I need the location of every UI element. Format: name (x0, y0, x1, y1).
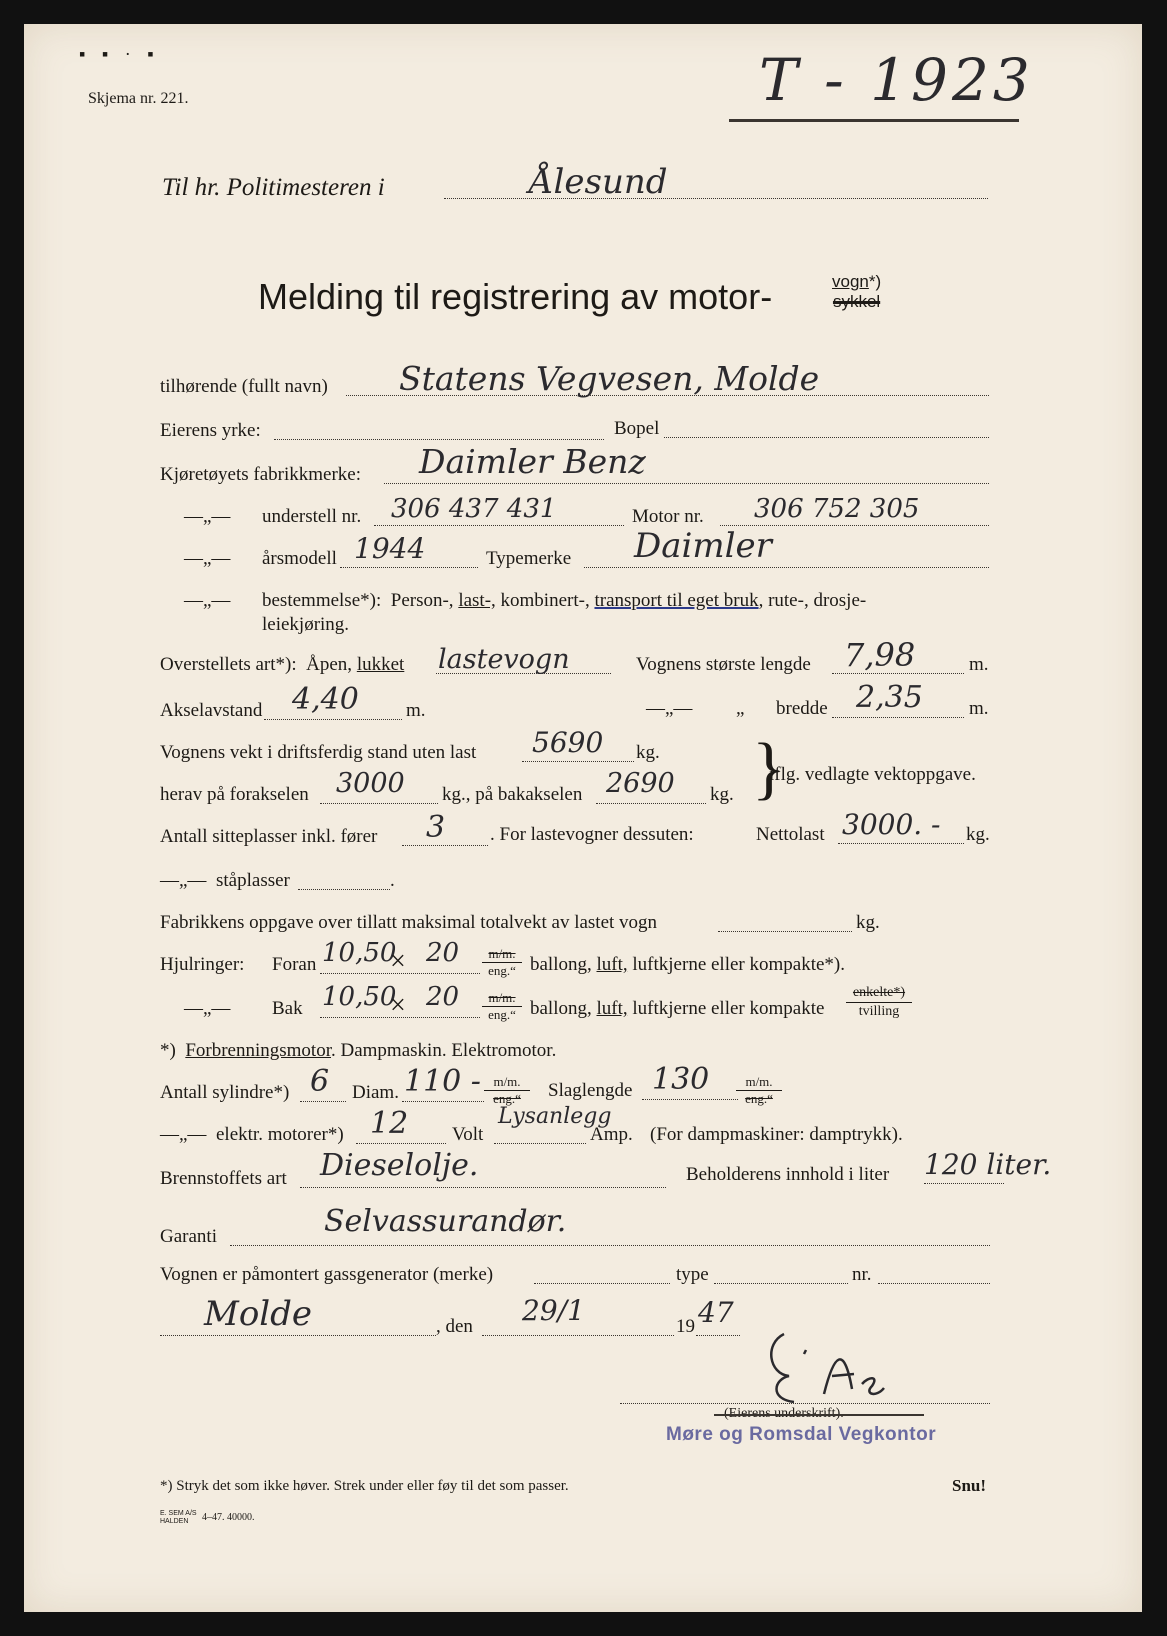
ditto-purpose: —„— (184, 590, 231, 611)
seats-value: 3 (426, 810, 446, 845)
volt-label: Volt (452, 1124, 484, 1145)
engine-type-combustion: Forbrenningsmotor (185, 1040, 331, 1061)
amp-label: Amp. (590, 1124, 633, 1145)
stroke-label: Slaglengde (548, 1080, 633, 1101)
tank-label: Beholderens innhold i liter (686, 1164, 890, 1185)
ditto-standing: —„— (160, 870, 207, 891)
stroke-value: 130 (652, 1062, 710, 1097)
form-title (258, 276, 772, 318)
length-label: Vognens største lengde (636, 654, 811, 675)
engine-type-mark: *) (160, 1040, 176, 1061)
title-opt-vogn: vogn (832, 272, 869, 291)
type-value: Daimler (634, 526, 772, 566)
tires-front-ballong: ballong, (530, 954, 592, 975)
date-year-prefix: 19 (676, 1316, 695, 1337)
stroke-unit-bottom: eng.“ (745, 1091, 773, 1106)
tires-label: Hjulringer: (160, 954, 245, 975)
place-value: Molde (204, 1294, 313, 1334)
weight-note: iflg. vedlagte vektoppgave. (769, 764, 976, 785)
title-options (832, 272, 881, 312)
date-den: , den (436, 1316, 473, 1337)
body-type-closed: lukket (356, 654, 405, 675)
fuel-value: Dieselolje. (320, 1148, 479, 1183)
weight-label: Vognens vekt i driftsferdig stand uten last (160, 742, 477, 763)
date-year-suffix: 47 (698, 1296, 734, 1329)
rear-axle-unit: kg. (710, 784, 734, 805)
max-weight-unit: kg. (856, 912, 880, 933)
stroke-line (642, 1099, 738, 1100)
tires-rear-unit-bottom: eng.“ (488, 1007, 516, 1022)
form-number: Skjema nr. 221. (88, 90, 189, 107)
cylinders-line (300, 1101, 346, 1102)
turn-over: Snu! (952, 1476, 987, 1495)
warranty-line (230, 1245, 990, 1246)
width-quote: „ (736, 698, 745, 719)
office-stamp: Møre og Romsdal Vegkontor (666, 1424, 937, 1445)
length-unit: m. (969, 654, 989, 675)
gas-line (534, 1283, 670, 1284)
purpose-rute: , rute-, drosje- (758, 590, 867, 611)
purpose-last: last-, (458, 590, 496, 611)
occupation-label: Eierens yrke: (160, 420, 261, 441)
diam-label: Diam. (352, 1082, 399, 1103)
weight-line (522, 761, 634, 762)
cylinders-value: 6 (310, 1064, 330, 1099)
chassis-line (374, 525, 624, 526)
steam-label: (For dampmaskiner: damptrykk). (650, 1124, 903, 1145)
gas-type-label: type (676, 1264, 709, 1285)
gas-nr-line (878, 1283, 990, 1284)
electric-label: elektr. motorer*) (216, 1124, 344, 1145)
brace: } (752, 730, 786, 807)
tires-front-unit-bottom: eng.“ (488, 963, 516, 978)
max-weight-line (718, 931, 852, 932)
tank-value: 120 liter. (924, 1148, 1052, 1181)
electric-line (356, 1143, 446, 1144)
wheelbase-label: Akselavstand (160, 700, 263, 721)
tires-front-unit-top: m/m. (482, 946, 522, 963)
tires-front-x: × (390, 946, 406, 977)
date-line (482, 1335, 674, 1336)
addressee-value: Ålesund (529, 162, 668, 202)
net-load-line (838, 843, 964, 844)
seats-line (402, 845, 488, 846)
addressee-label: Til hr. Politimesteren i (162, 174, 385, 201)
owner-label: tilhørende (fullt navn) (160, 376, 328, 397)
tires-rear-unit-top: m/m. (482, 990, 522, 1007)
tires-front-width: 10,50 (322, 938, 397, 968)
ditto-chassis: —„— (184, 506, 231, 527)
registration-underline (729, 119, 1019, 122)
warranty-value: Selvassurandør. (324, 1204, 567, 1239)
purpose-transport: transport til eget bruk (594, 590, 759, 611)
model-line (340, 567, 478, 568)
body-type-open: Åpen, (306, 654, 353, 675)
net-load-unit: kg. (966, 824, 990, 845)
tires-rear-twin: tvilling (858, 1004, 900, 1019)
engine-type-others: . Dampmaskin. Elektromotor. (331, 1040, 557, 1061)
diam-unit-bottom: eng.“ (493, 1091, 521, 1106)
stroke-unit-top: m/m. (736, 1074, 782, 1091)
weight-unit: kg. (636, 742, 660, 763)
tires-front-side: Foran (272, 954, 317, 975)
chassis-value: 306 437 431 (391, 494, 557, 524)
gas-label: Vognen er påmontert gassgenerator (merke) (160, 1264, 494, 1285)
tires-rear-unit (482, 990, 522, 1023)
ditto-electric: —„— (160, 1124, 207, 1145)
model-value: 1944 (354, 532, 426, 565)
body-type-row (160, 654, 404, 676)
tires-front-unit (482, 946, 522, 979)
tires-rear-ballong: ballong, (530, 998, 592, 1019)
caption-strike (714, 1414, 924, 1416)
width-label: bredde (776, 698, 828, 719)
diam-unit (484, 1074, 530, 1107)
year-line (696, 1335, 740, 1336)
weight-value: 5690 (532, 726, 604, 759)
owner-signature (744, 1314, 894, 1414)
signature-line (620, 1403, 990, 1404)
tires-front-height: 20 (426, 938, 460, 968)
diam-unit-top: m/m. (484, 1074, 530, 1091)
tires-rear-width: 10,50 (322, 982, 397, 1012)
tires-front-luft: luft, (596, 954, 628, 975)
stroke-unit (736, 1074, 782, 1107)
fuel-line (300, 1187, 666, 1188)
occupation-line (274, 439, 604, 440)
tires-rear-single: enkelte*) (846, 984, 912, 1003)
make-value: Daimler Benz (419, 442, 646, 481)
place-line (160, 1335, 436, 1336)
wheelbase-line (264, 719, 402, 720)
purpose-line2: leiekjøring. (262, 614, 350, 635)
seats-label: Antall sitteplasser inkl. fører (160, 826, 378, 847)
purpose-person: Person-, (390, 590, 454, 611)
purpose-label: bestemmelse*): (262, 590, 382, 611)
engine-type-row (160, 1040, 556, 1062)
tires-rear-side: Bak (272, 998, 303, 1019)
purpose-row (262, 590, 866, 612)
diam-line (402, 1101, 484, 1102)
make-line (384, 483, 989, 484)
max-weight-label: Fabrikkens oppgave over tillatt maksimal totalvekt av lastet vogn (160, 912, 658, 933)
ditto-width: —„— (646, 698, 693, 719)
motor-number-label: Motor nr. (632, 506, 704, 527)
electric-value: 12 (370, 1106, 409, 1141)
gas-nr-label: nr. (852, 1264, 872, 1285)
residence-label: Bopel (614, 418, 660, 439)
punch-marks: ▪ ▪ · ▪ (79, 44, 160, 64)
net-load-value: 3000. - (842, 808, 941, 841)
standing-label: ståplasser (216, 870, 290, 891)
body-type-value: lastevogn (438, 644, 570, 675)
cargo-label: . For lastevogner dessuten: (490, 824, 694, 845)
title-opt-mark: *) (868, 272, 882, 291)
standing-end: . (390, 870, 395, 891)
front-axle-value: 3000 (336, 768, 405, 799)
front-axle-line (320, 803, 438, 804)
net-load-label: Nettolast (756, 824, 825, 845)
ditto-model: —„— (184, 548, 231, 569)
tires-rear-mount (846, 984, 912, 1021)
tires-rear-x: × (390, 990, 406, 1021)
wheelbase-unit: m. (406, 700, 426, 721)
volt-line (494, 1143, 586, 1144)
tires-front-options (530, 954, 845, 976)
width-value: 2,35 (856, 680, 923, 715)
standing-line (298, 889, 390, 890)
tires-rear-height: 20 (426, 982, 460, 1012)
type-line (584, 567, 989, 568)
residence-line (664, 437, 989, 438)
motor-number-value: 306 752 305 (754, 494, 920, 524)
tires-front-rest: luftkjerne eller kompakte*). (632, 954, 845, 975)
cylinders-label: Antall sylindre*) (160, 1082, 290, 1103)
model-label: årsmodell (262, 548, 337, 569)
title-opt-sykkel: sykkel (832, 292, 881, 311)
tires-rear-options (530, 998, 824, 1020)
purpose-kombinert: kombinert-, (500, 590, 590, 611)
body-type-label: Overstellets art*): (160, 654, 297, 675)
length-value: 7,98 (844, 636, 916, 674)
width-unit: m. (969, 698, 989, 719)
front-axle-label: herav på forakselen (160, 784, 309, 805)
owner-value: Statens Vegvesen, Molde (399, 359, 820, 398)
fuel-label: Brennstoffets art (160, 1168, 287, 1189)
title-main: Melding til registrering av motor- (258, 276, 773, 317)
rear-axle-line (596, 803, 706, 804)
date-day: 29/1 (522, 1294, 585, 1327)
type-label: Typemerke (486, 548, 572, 569)
chassis-label: understell nr. (262, 506, 362, 527)
gas-type-line (714, 1283, 848, 1284)
front-axle-unit: kg., på bakakselen (442, 784, 583, 805)
ditto-tires-rear: —„— (184, 998, 231, 1019)
print-info: 4–47. 40000. (202, 1512, 255, 1523)
tank-line (924, 1183, 1004, 1184)
tires-rear-luft: luft, (596, 998, 628, 1019)
diam-value: 110 - (404, 1064, 481, 1099)
wheelbase-value: 4,40 (292, 682, 359, 717)
registration-number: T - 1923 (759, 46, 1034, 114)
rear-axle-value: 2690 (606, 768, 675, 799)
make-label: Kjøretøyets fabrikkmerke: (160, 464, 362, 485)
width-line (832, 717, 964, 718)
warranty-label: Garanti (160, 1226, 217, 1247)
form-page (24, 24, 1142, 1612)
signature-caption: (Eierens underskrift). (724, 1406, 844, 1421)
printer-name: E. SEM A/S HALDEN (160, 1510, 197, 1525)
tires-rear-rest: luftkjerne eller kompakte (632, 998, 825, 1019)
addressee-line (444, 198, 988, 199)
footer-note: *) Stryk det som ikke høver. Strek under eller føy til det som passer. (160, 1478, 569, 1494)
volt-value: Lysanlegg (498, 1104, 612, 1129)
